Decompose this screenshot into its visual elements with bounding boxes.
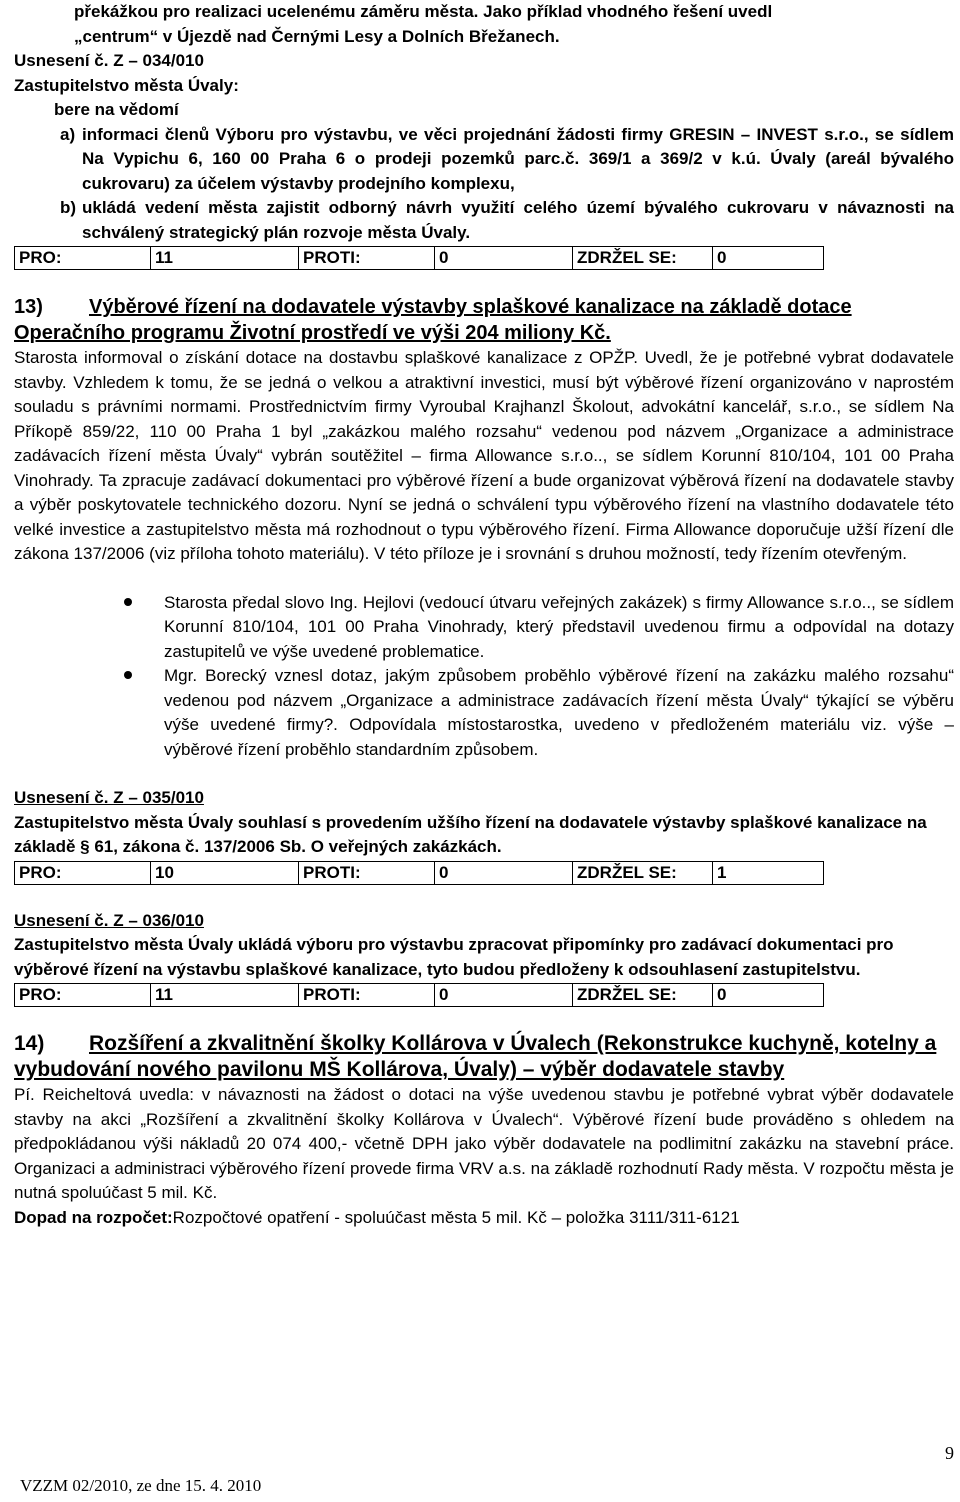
vote-pro-label: PRO: [15, 984, 151, 1007]
section-14 [14, 1031, 954, 1230]
vote-table-035 [14, 861, 824, 885]
resolution-035-text: Zastupitelstvo města Úvaly souhlasí s provedením užšího řízení na dodavatele výstavby splaškové kanalizace na základě § 61, zákona č. 137/2006 Sb. O veřejných zakázkách. [14, 812, 927, 856]
section-13 [14, 294, 954, 762]
list-item [14, 196, 954, 245]
vote-pro-value: 11 [151, 984, 299, 1007]
vote-pro-value: 10 [151, 861, 299, 884]
item-label: a) [60, 124, 76, 144]
section-13-number: 13) [14, 296, 43, 318]
vote-pro-label: PRO: [15, 861, 151, 884]
section-13-title: Výběrové řízení na dodavatele výstavby splaškové kanalizace na základě dotace Operačního programu Životní prostředí ve výši 204 miliony Kč. [14, 296, 852, 344]
section-13-heading [14, 294, 954, 346]
bullet-icon [124, 671, 132, 679]
resolution-036 [14, 909, 954, 1008]
resolution-034-title: Usnesení č. Z – 034/010 [14, 51, 204, 70]
budget-label: Dopad na rozpočet: [14, 1207, 173, 1227]
budget-text: Rozpočtové opatření - spoluúčast města 5 mil. Kč – položka 3111/311-6121 [172, 1207, 740, 1227]
resolution-036-text: Zastupitelstvo města Úvaly ukládá výboru pro výstavbu zpracovat připomínky pro zadávací dokumentaci pro výběrové řízení na výstavbu splaškové kanalizace, tyto budou předloženy k odsouhlasení zastupitelstvu. [14, 935, 894, 979]
vote-zdrzel-label: ZDRŽEL SE: [573, 247, 713, 270]
vote-proti-label: PROTI: [299, 861, 435, 884]
vote-table-034 [14, 246, 824, 270]
item-text: ukládá vedení města zajistit odborný návrh využití celého území bývalého cukrovaru v návaznosti na schválený strategický plán rozvoje města Úvaly. [82, 198, 954, 242]
resolution-036-title: Usnesení č. Z – 036/010 [14, 910, 204, 930]
list-item [14, 591, 954, 665]
page-number: 9 [945, 1443, 954, 1463]
intro-line-2: „centrum“ v Újezdě nad Černými Lesy a Dolních Břežanech. [74, 26, 560, 46]
resolution-034-lead: bere na vědomí [54, 100, 179, 119]
vote-pro-value: 11 [151, 247, 299, 270]
document-page [14, 0, 954, 1230]
section-14-heading [14, 1031, 954, 1083]
section-14-number: 14) [14, 1032, 45, 1055]
vote-zdrzel-value: 1 [713, 861, 824, 884]
section-14-paragraph: Pí. Reicheltová uvedla: v návaznosti na žádost o dotaci na výše uvedenou stavbu je potřebné vybrat výběr dodavatele stavby na akci „Rozšíření a zkvalitnění školky Kollárova v Úvalech“. Výběrové řízení bude prováděno s ohledem na předpokládanou výši nákladů 20 074 400,- včetně DPH jako výběr dodavatele na podlimitní zakázku na stavební práce. Organizaci a administraci výběrového řízení provede firma VRV a.s. na základě rozhodnutí Rady města. V rozpočtu města je nutná spoluúčast 5 mil. Kč. [14, 1085, 954, 1202]
resolution-035 [14, 786, 954, 885]
bullet-icon [124, 598, 132, 606]
list-item [14, 664, 954, 762]
resolution-034-council: Zastupitelstvo města Úvaly: [14, 75, 239, 95]
vote-proti-value: 0 [435, 984, 573, 1007]
vote-zdrzel-label: ZDRŽEL SE: [573, 861, 713, 884]
bullet-text: Starosta předal slovo Ing. Hejlovi (vedoucí útvaru veřejných zakázek) s firmy Allowance s.r.o.., se sídlem Korunní 810/104, 101 00 Praha Vinohrady, který představil uvedenou firmu a odpovídal na dotazy zastupitelů ve výše uvedené problematice. [164, 592, 954, 661]
resolution-034 [14, 49, 954, 270]
vote-proti-value: 0 [435, 247, 573, 270]
item-text: informaci členů Výboru pro výstavbu, ve věci projednání žádosti firmy GRESIN – INVEST s.r.o., se sídlem Na Vypichu 6, 160 00 Praha 6 o prodeji pozemků parc.č. 369/1 a 369/2 v k.ú. Úvaly (areál bývalého cukrovaru) za účelem výstavby prodejního komplexu, [82, 124, 954, 193]
resolution-034-items [14, 123, 954, 246]
budget-impact [14, 1206, 954, 1231]
vote-pro-label: PRO: [15, 247, 151, 270]
section-13-bullets [14, 591, 954, 763]
vote-zdrzel-label: ZDRŽEL SE: [573, 984, 713, 1007]
vote-proti-label: PROTI: [299, 247, 435, 270]
section-14-title: Rozšíření a zkvalitnění školky Kollárova v Úvalech (Rekonstrukce kuchyně, kotelny a vybudování nového pavilonu MŠ Kollárova, Úvaly) – výběr dodavatele stavby [14, 1032, 937, 1081]
intro-line-1: překážkou pro realizaci ucelenému záměru města. Jako příklad vhodného řešení uvedl [74, 2, 773, 21]
vote-zdrzel-value: 0 [713, 984, 824, 1007]
footer-text: VZZM 02/2010, ze dne 15. 4. 2010 [20, 1476, 262, 1495]
list-item [14, 123, 954, 197]
resolution-035-title: Usnesení č. Z – 035/010 [14, 788, 204, 807]
vote-proti-label: PROTI: [299, 984, 435, 1007]
vote-proti-value: 0 [435, 861, 573, 884]
vote-zdrzel-value: 0 [713, 247, 824, 270]
bullet-text: Mgr. Borecký vznesl dotaz, jakým způsobem proběhlo výběrové řízení na zakázku malého rozsahu“ vedenou pod názvem „Organizace a administrace zadávacích řízení města Úvaly“ týkající se výběru výše uvedené firmy?. Odpovídala místostarostka, uvedeno v předloženém materiálu viz. výše – výběrové řízení proběhlo standardním způsobem. [164, 666, 954, 759]
item-label: b) [60, 198, 77, 217]
vote-table-036 [14, 983, 824, 1007]
section-13-paragraph: Starosta informoval o získání dotace na dostavbu splaškové kanalizace z OPŽP. Uvedl, že je potřebné vybrat dodavatele stavby. Vzhledem k tomu, že se jedná o velkou a atraktivní investici, musí být výběrové řízení organizováno v naprostém souladu s právními normami. Prostřednictvím firmy Vyroubal Krajhanzl Školout, advokátní kancelář, s.r.o., se sídlem Na Příkopě 859/22, 110 00 Praha 1 byl „zakázkou malého rozsahu“ vedenou pod názvem „Organizace a administrace zadávacích řízení města Úvaly“ vybrán soutěžitel – firma Allowance s.r.o.., se sídlem Korunní 810/104, 101 00 Praha Vinohrady. Ta zpracuje zadávací dokumentaci pro výběrové řízení a bude organizovat výběrová řízení na dodavatele stavby a výběr poskytovatele technického dozoru. Nyní se jedná o schválení typu výběrového řízení na vlastního dodavatele této velké investice a zastupitelstvo města má rozhodnout o typu výběrového řízení. Firma Allowance doporučuje užší řízení dle zákona 137/2006 (viz příloha tohoto materiálu). V této příloze je i srovnání s druhou možností, tedy řízením otevřeným. [14, 348, 954, 563]
